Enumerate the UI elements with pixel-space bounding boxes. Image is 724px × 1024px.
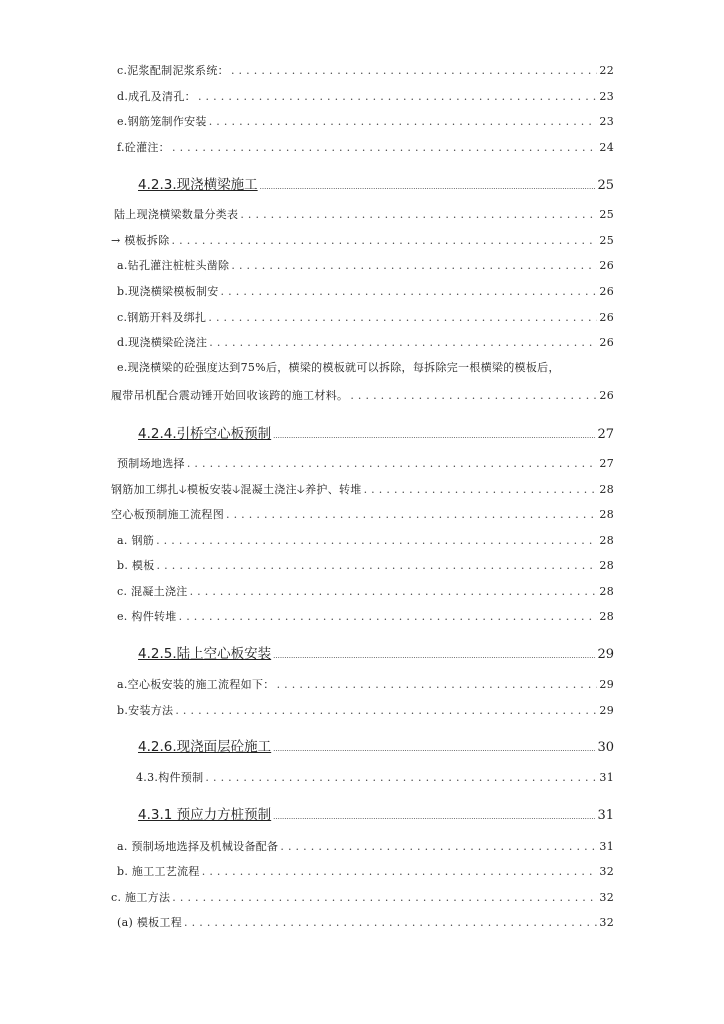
toc-leader-dots bbox=[231, 64, 597, 77]
toc-entry-page: 23 bbox=[599, 90, 614, 103]
toc-entry-page: 29 bbox=[599, 678, 614, 691]
toc-entry-title: 预制场地选择 bbox=[117, 457, 185, 470]
toc-entry[interactable] bbox=[111, 481, 614, 500]
toc-entry-page: 29 bbox=[597, 647, 614, 662]
toc-entry[interactable] bbox=[117, 113, 614, 129]
toc-entry-title: a.空心板安装的施工流程如下： bbox=[117, 678, 275, 691]
toc-entry-title: e. 构件转堆 bbox=[117, 610, 177, 623]
toc-entry-title: 陆上现浇横梁数量分类表 bbox=[114, 208, 239, 221]
toc-entry-title: c.泥浆配制泥浆系统： bbox=[117, 64, 229, 77]
toc-leader-dots bbox=[273, 432, 595, 440]
toc-entry-page: 25 bbox=[599, 234, 614, 247]
toc-entry-page: 28 bbox=[599, 508, 614, 521]
toc-entry[interactable] bbox=[117, 702, 614, 718]
toc-entry-page: 29 bbox=[599, 704, 614, 717]
toc-entry[interactable] bbox=[117, 455, 614, 471]
toc-entry-title: c. 施工方法 bbox=[111, 891, 171, 904]
toc-entry-title: → 模板拆除 bbox=[111, 234, 170, 247]
toc-entry[interactable] bbox=[117, 62, 614, 78]
toc-section-title: 4.2.5.陆上空心板安装 bbox=[138, 646, 272, 662]
toc-entry[interactable] bbox=[117, 838, 614, 854]
toc-entry-page: 26 bbox=[599, 285, 614, 298]
toc-leader-dots bbox=[172, 141, 597, 154]
toc-entry-title: b.安装方法 bbox=[117, 704, 174, 717]
toc-entry-page: 31 bbox=[597, 808, 614, 823]
toc-section-title: 4.2.6.现浇面层砼施工 bbox=[138, 739, 272, 755]
toc-entry-page: 23 bbox=[599, 115, 614, 128]
toc-entry-page: 31 bbox=[599, 771, 614, 784]
toc-leader-dots bbox=[187, 457, 598, 470]
toc-entry-title: b. 施工工艺流程 bbox=[117, 865, 200, 878]
toc-section-heading[interactable] bbox=[138, 803, 614, 823]
toc-entry-title: d.现浇横梁砼浇注 bbox=[117, 336, 208, 349]
toc-entry-wrapped-line: e.现浇横梁的砼强度达到75%后，横梁的模板就可以拆除，每拆除完一根横梁的模板后， bbox=[117, 361, 560, 374]
toc-entry[interactable] bbox=[117, 309, 614, 325]
toc-entry-page: 26 bbox=[599, 259, 614, 272]
toc-entry-title: b.现浇横梁模板制安 bbox=[117, 285, 219, 298]
toc-entry-title: 履带吊机配合震动锤开始回收该跨的施工材料。 bbox=[111, 389, 349, 402]
toc-entry-page: 27 bbox=[599, 457, 614, 470]
toc-entry-title: (a) 模板工程 bbox=[117, 916, 183, 929]
toc-leader-dots bbox=[202, 865, 598, 878]
toc-leader-dots bbox=[226, 508, 597, 521]
toc-entry-page: 32 bbox=[599, 916, 614, 929]
toc-entry[interactable] bbox=[111, 506, 614, 522]
toc-entry-title: c.钢筋开料及绑扎 bbox=[117, 311, 207, 324]
toc-entry[interactable] bbox=[117, 334, 614, 350]
toc-entry-title: 4.3.构件预制 bbox=[136, 771, 204, 784]
toc-entry[interactable] bbox=[114, 206, 614, 222]
toc-entry[interactable] bbox=[111, 232, 614, 248]
toc-leader-dots bbox=[190, 585, 598, 598]
toc-leader-dots bbox=[350, 389, 597, 402]
toc-entry-page: 22 bbox=[599, 64, 614, 77]
toc-entry-title: e.钢筋笼制作安装 bbox=[117, 115, 207, 128]
toc-leader-dots bbox=[172, 891, 597, 904]
toc-entry-page: 28 bbox=[599, 483, 614, 496]
toc-entry[interactable] bbox=[117, 257, 614, 273]
toc-leader-dots bbox=[240, 208, 597, 221]
toc-section-heading[interactable] bbox=[138, 735, 614, 755]
toc-leader-dots bbox=[364, 483, 598, 496]
toc-leader-dots bbox=[273, 652, 595, 660]
toc-entry[interactable] bbox=[117, 676, 614, 692]
toc-leader-dots bbox=[184, 916, 597, 929]
toc-entry-page: 26 bbox=[599, 336, 614, 349]
toc-entry-page: 28 bbox=[599, 610, 614, 623]
toc-leader-dots bbox=[175, 704, 597, 717]
toc-entry-page: 25 bbox=[597, 178, 614, 193]
toc-entry[interactable] bbox=[117, 139, 614, 155]
toc-entry-page: 28 bbox=[599, 559, 614, 572]
toc-section-title: 4.3.1 预应力方桩预制 bbox=[138, 807, 272, 823]
toc-section-heading[interactable] bbox=[138, 642, 614, 662]
toc-entry[interactable] bbox=[111, 889, 614, 905]
toc-entry-page: 26 bbox=[599, 311, 614, 324]
toc-leader-dots bbox=[172, 234, 598, 247]
toc-entry[interactable] bbox=[136, 769, 614, 785]
toc-leader-dots bbox=[277, 678, 598, 691]
toc-entry-page: 27 bbox=[597, 427, 614, 442]
toc-leader-dots bbox=[209, 115, 598, 128]
toc-entry[interactable] bbox=[111, 387, 614, 403]
toc-leader-dots bbox=[156, 534, 597, 547]
toc-entry[interactable] bbox=[117, 283, 614, 299]
toc-entry[interactable] bbox=[117, 557, 614, 573]
toc-entry[interactable] bbox=[117, 583, 614, 599]
toc-leader-dots bbox=[221, 285, 598, 298]
toc-entry-page: 28 bbox=[599, 585, 614, 598]
toc-leader-dots bbox=[273, 813, 595, 821]
toc-entry[interactable] bbox=[117, 608, 614, 624]
toc-entry-title: a.钻孔灌注桩桩头凿除 bbox=[117, 259, 230, 272]
toc-entry[interactable] bbox=[117, 88, 614, 104]
toc-section-heading[interactable] bbox=[138, 173, 614, 193]
toc-leader-dots bbox=[209, 336, 597, 349]
toc-entry-page: 26 bbox=[599, 389, 614, 402]
toc-leader-dots bbox=[260, 183, 596, 191]
toc-entry-title: 钢筋加工绑扎🡣模板安装🡣混凝土浇注🡣养护、转堆 bbox=[111, 483, 362, 496]
toc-leader-dots bbox=[231, 259, 597, 272]
toc-section-title: 4.2.3.现浇横梁施工 bbox=[138, 177, 258, 193]
toc-entry-page: 28 bbox=[599, 534, 614, 547]
toc-entry-page: 30 bbox=[597, 740, 614, 755]
toc-entry[interactable] bbox=[117, 863, 614, 879]
toc-entry-title: f.砼灌注： bbox=[117, 141, 170, 154]
toc-section-heading[interactable] bbox=[138, 422, 614, 442]
toc-leader-dots bbox=[280, 840, 597, 853]
toc-entry-page: 32 bbox=[599, 865, 614, 878]
toc-entry-page: 31 bbox=[599, 840, 614, 853]
toc-entry-title: d.成孔及清孔： bbox=[117, 90, 196, 103]
toc-entry-title: c. 混凝土浇注 bbox=[117, 585, 188, 598]
toc-leader-dots bbox=[208, 311, 597, 324]
toc-leader-dots bbox=[179, 610, 598, 623]
toc-entry-title: 空心板预制施工流程图 bbox=[111, 508, 224, 521]
toc-entry-title: a. 预制场地选择及机械设备配备 bbox=[117, 840, 279, 853]
toc-entry-title: a. 钢筋 bbox=[117, 534, 155, 547]
toc-entry-page: 32 bbox=[599, 891, 614, 904]
toc-entry-page: 24 bbox=[599, 141, 614, 154]
toc-leader-dots bbox=[205, 771, 597, 784]
toc-leader-dots bbox=[198, 90, 597, 103]
toc-section-title: 4.2.4.引桥空心板预制 bbox=[138, 426, 272, 442]
toc-entry-title: b. 模板 bbox=[117, 559, 155, 572]
toc-leader-dots bbox=[157, 559, 598, 572]
toc-entry-page: 25 bbox=[599, 208, 614, 221]
toc-entry[interactable] bbox=[117, 914, 614, 930]
toc-leader-dots bbox=[273, 745, 595, 753]
toc-entry[interactable] bbox=[117, 532, 614, 548]
